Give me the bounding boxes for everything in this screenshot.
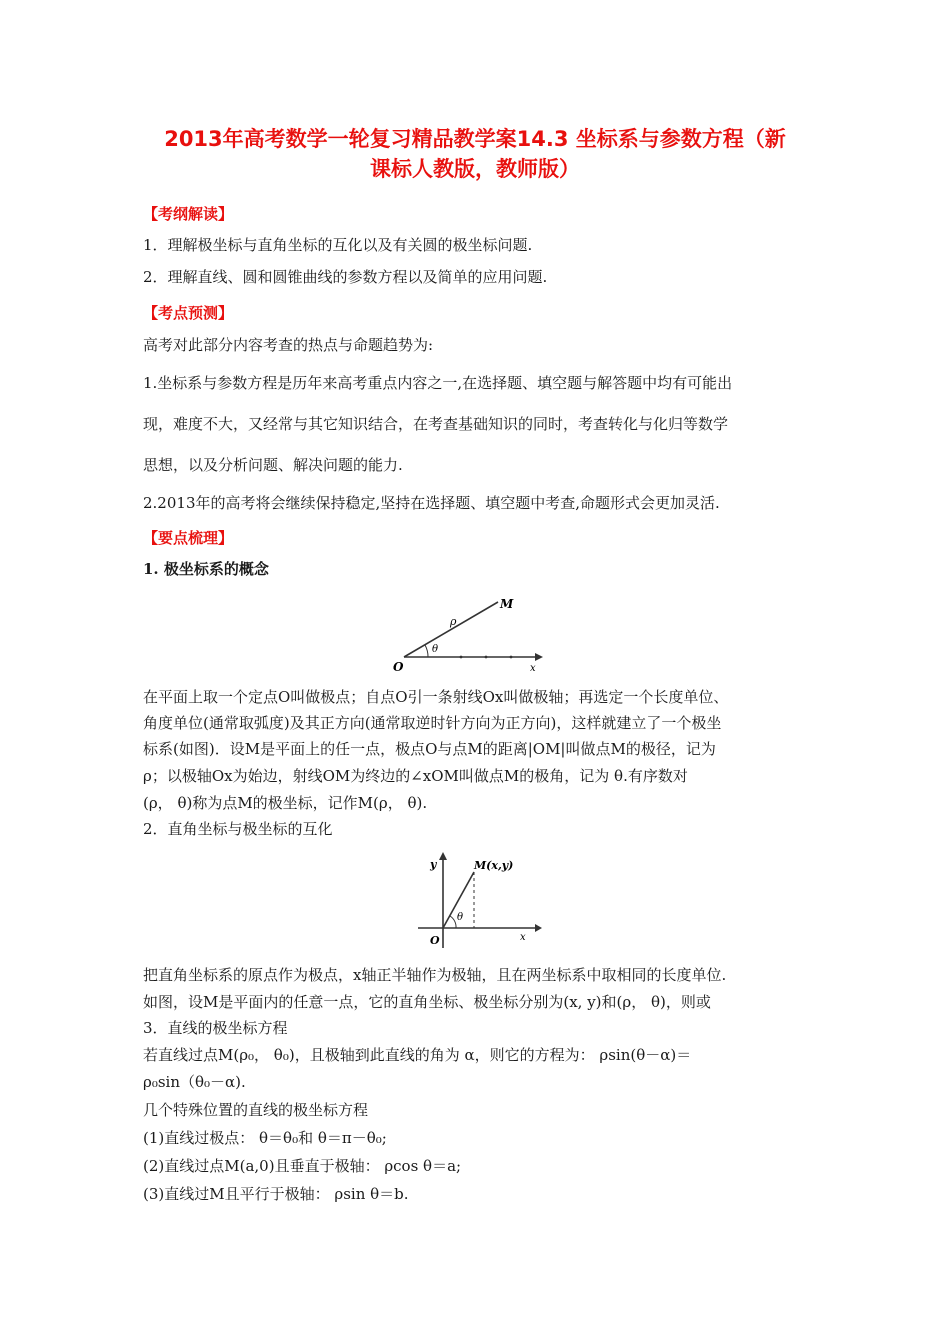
fig2-label-y: y (430, 858, 437, 871)
yuce-p1-line-3: 思想，以及分析问题、解决问题的能力. (143, 456, 403, 474)
special-line-2: (2)直线过点M(a,0)且垂直于极轴： ρcos θ＝a; (143, 1157, 462, 1175)
fig1-label-theta: θ (432, 644, 439, 655)
subheading-line-equation: 3．直线的极坐标方程 (143, 1019, 288, 1037)
polar-concept-line-1: 在平面上取一个定点O叫做极点；自点O引一条射线Ox叫做极轴；再选定一个长度单位、 (143, 688, 729, 706)
fig2-label-O: O (430, 934, 440, 947)
yuce-p2: 2.2013年的高考将会继续保持稳定,坚持在选择题、填空题中考查,命题形式会更加灵活. (143, 494, 720, 512)
conversion-line-2: 如图，设M是平面内的任意一点，它的直角坐标、极坐标分别为(x, y)和(ρ， θ)，则或 (143, 993, 711, 1011)
special-line-3: (3)直线过M且平行于极轴： ρsin θ＝b. (143, 1185, 409, 1203)
subheading-conversion: 2．直角坐标与极坐标的互化 (143, 820, 333, 838)
section-heading-yaodian: 【要点梳理】 (143, 529, 234, 547)
fig1-label-M: M (500, 597, 514, 611)
subheading-polar-concept: 1. 极坐标系的概念 (143, 560, 269, 578)
line-equation-1: 若直线过点M(ρ₀， θ₀)，且极轴到此直线的角为 α，则它的方程为： ρsin(θ－α)＝ (143, 1046, 692, 1064)
polar-concept-line-2: 角度单位(通常取弧度)及其正方向(通常取逆时针方向为正方向)，这样就建立了一个极坐 (143, 714, 722, 732)
line-equation-2: ρ₀sin（θ₀－α). (143, 1073, 246, 1091)
fig1-label-rho: ρ (450, 615, 457, 628)
kaogang-item-1: 1．理解极坐标与直角坐标的互化以及有关圆的极坐标问题. (143, 236, 533, 254)
fig2-label-theta: θ (457, 912, 464, 923)
section-heading-yuce: 【考点预测】 (143, 304, 234, 322)
yuce-intro: 高考对此部分内容考查的热点与命题趋势为: (143, 336, 434, 354)
title-line-1: 2013年高考数学一轮复习精品教学案14.3 坐标系与参数方程（新 (164, 127, 786, 151)
rect-polar-figure (410, 848, 545, 953)
fig2-label-M: M(x,y) (474, 859, 514, 872)
conversion-line-1: 把直角坐标系的原点作为极点，x轴正半轴作为极轴，且在两坐标系中取相同的长度单位. (143, 966, 727, 984)
special-line-1: (1)直线过极点： θ＝θ₀和 θ＝π－θ₀; (143, 1129, 387, 1147)
polar-coordinate-figure (390, 595, 550, 675)
kaogang-item-2: 2．理解直线、圆和圆锥曲线的参数方程以及简单的应用问题. (143, 268, 548, 286)
polar-concept-line-5: (ρ， θ)称为点M的极坐标，记作M(ρ， θ). (143, 794, 428, 812)
section-heading-kaogang: 【考纲解读】 (143, 205, 234, 223)
yuce-p1-line-2: 现，难度不大，又经常与其它知识结合，在考查基础知识的同时，考查转化与化归等数学 (143, 415, 729, 433)
polar-concept-line-3: 标系(如图)．设M是平面上的任一点，极点O与点M的距离|OM|叫做点M的极径，记为 (143, 740, 716, 758)
fig2-label-x: x (520, 932, 526, 943)
yuce-p1-line-1: 1.坐标系与参数方程是历年来高考重点内容之一,在选择题、填空题与解答题中均有可能出 (143, 374, 733, 392)
fig1-label-O: O (393, 660, 404, 674)
fig1-label-x: x (530, 663, 536, 674)
title-line-2: 课标人教版，教师版） (370, 157, 580, 181)
document-title (120, 124, 830, 184)
special-lines-intro: 几个特殊位置的直线的极坐标方程 (143, 1101, 369, 1119)
polar-concept-line-4: ρ；以极轴Ox为始边，射线OM为终边的∠xOM叫做点M的极角，记为 θ.有序数对 (143, 767, 688, 785)
